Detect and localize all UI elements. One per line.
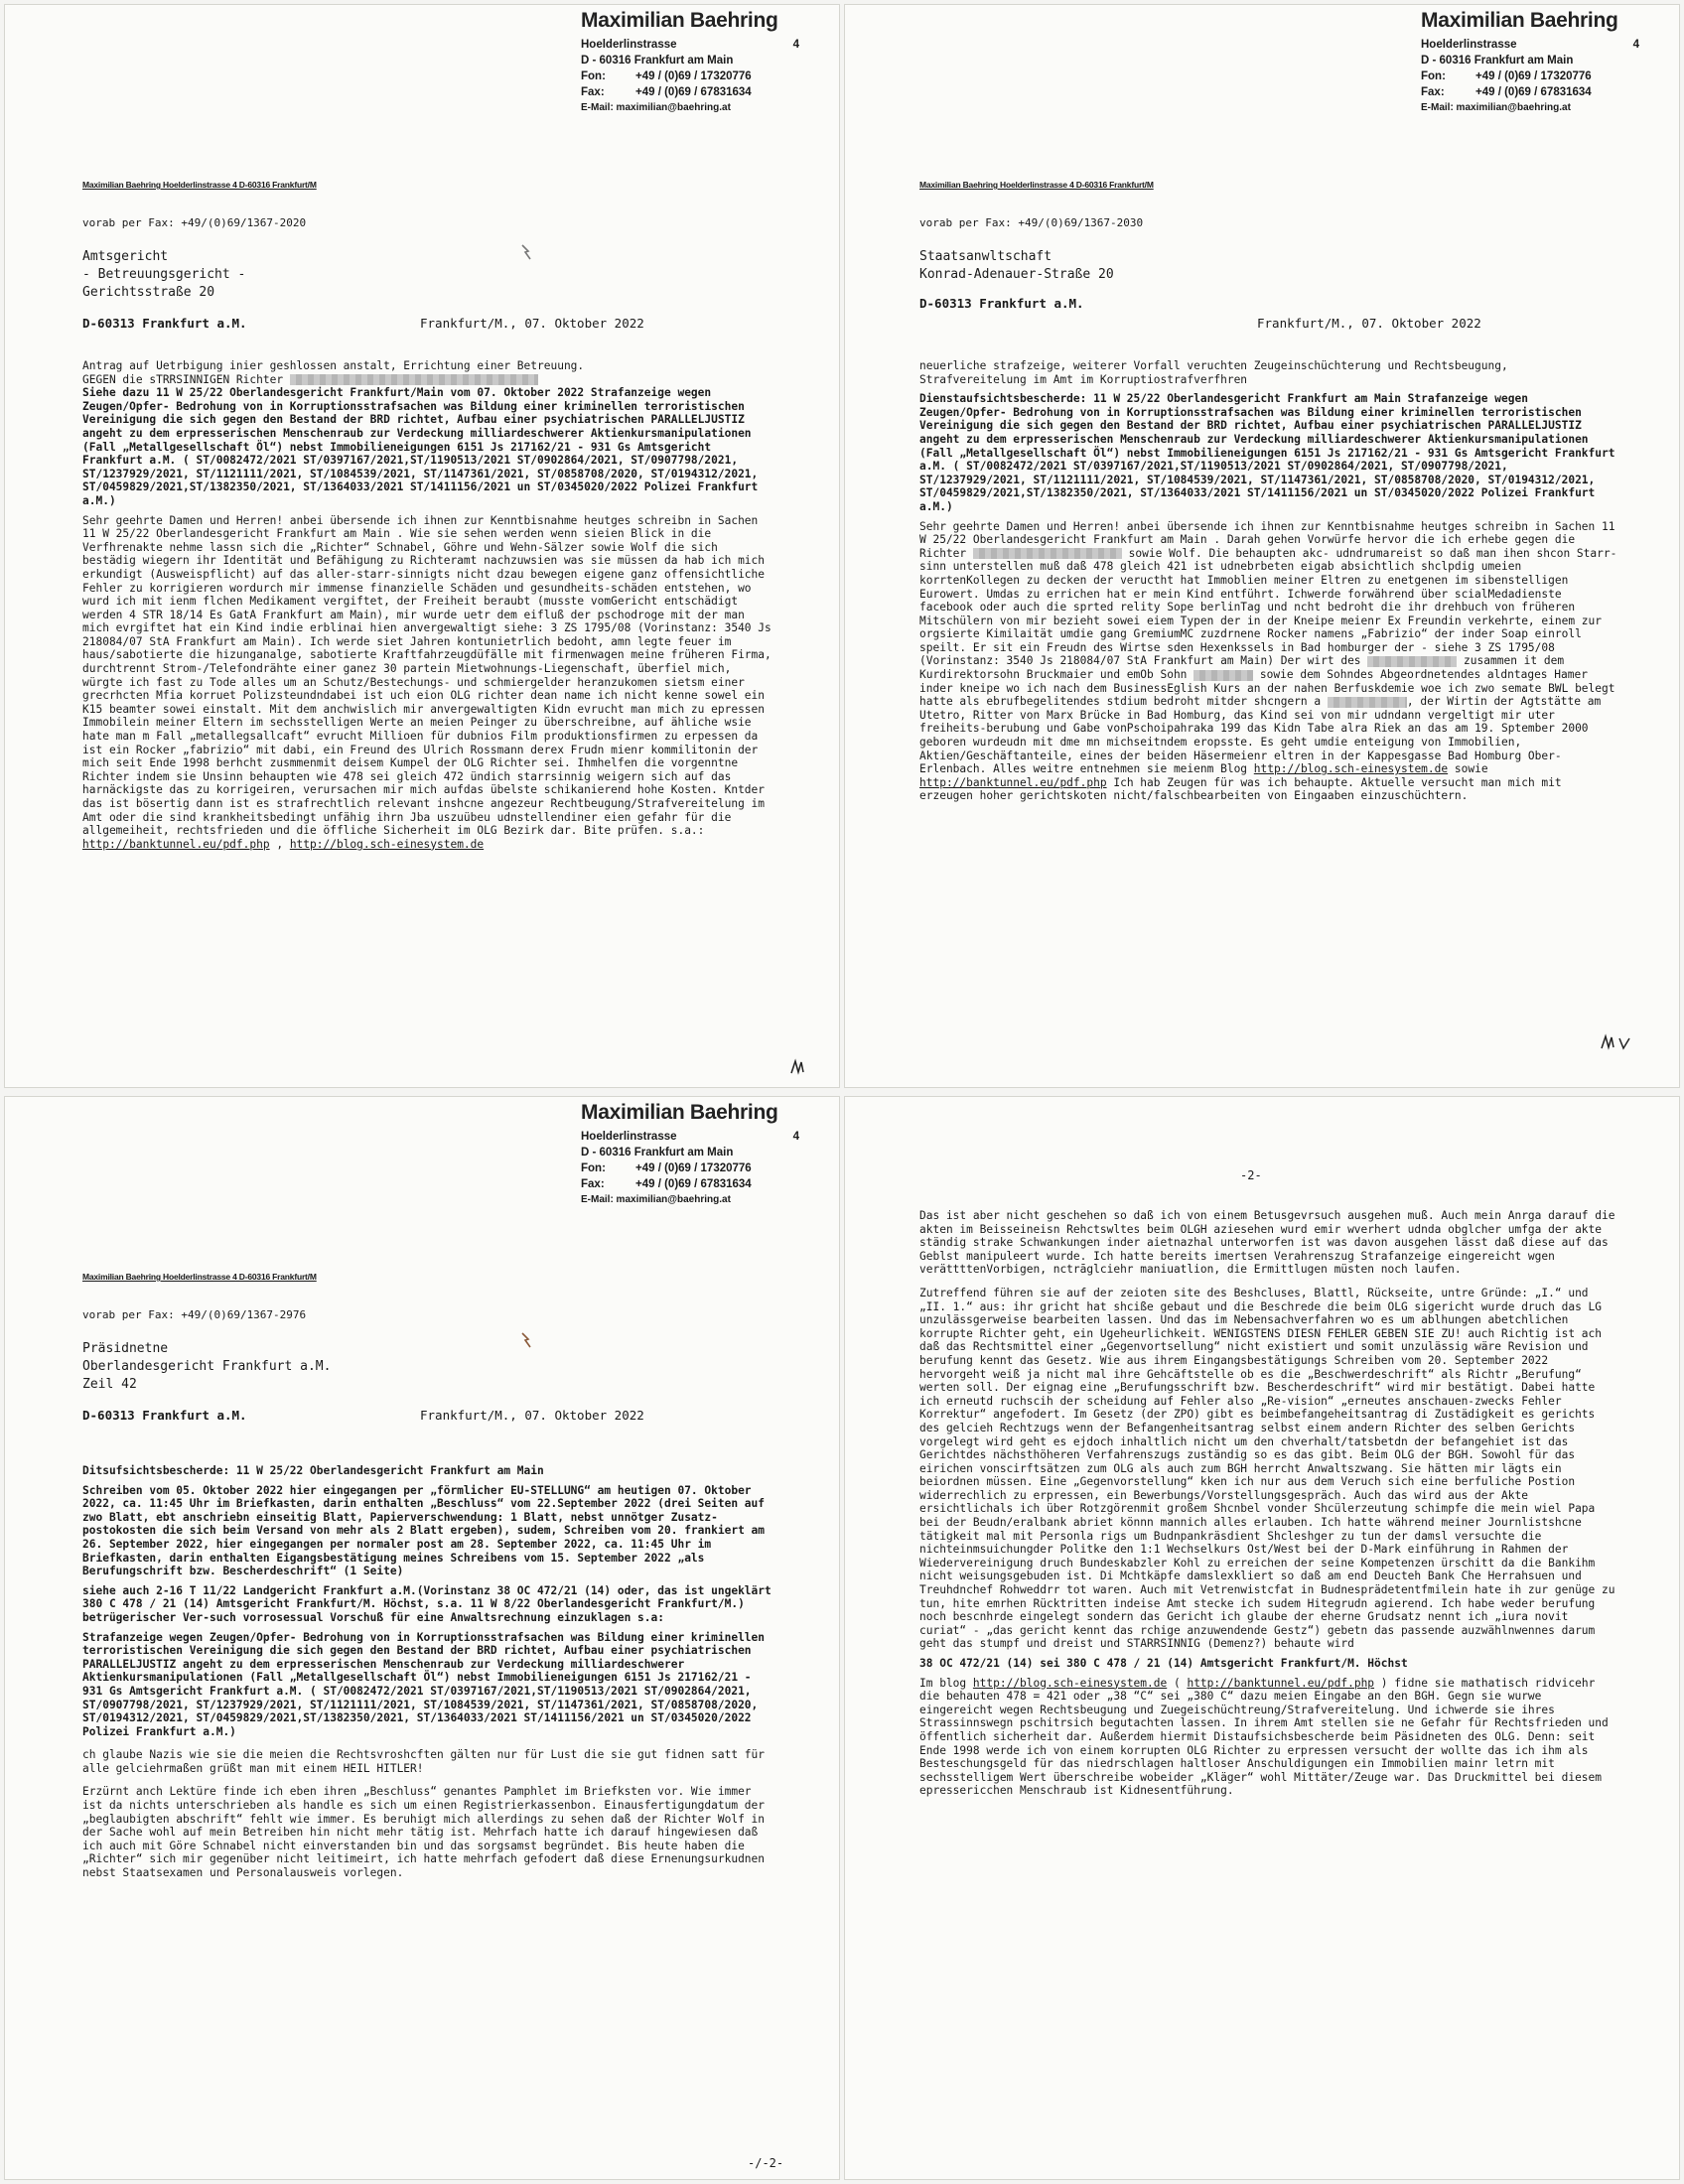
reference-block: Siehe dazu 11 W 25/22 Oberlandesgericht Frankfurt/Main vom 07. Oktober 2022 Strafanzeige wegen Zeugen/Opfer- Bedrohung von in Korruptionsstrafsachen was Bildung einer kriminellen terroristischen Vereinigung die sich gegen den Bestand der BRD richtet, Aufbau einer psychiatrischen PARALLELJUSTIZ angeht zu dem erpresserischen Menschenraub zur Verdeckung milliardeschwerer Aktienkursmanipulationen (Fall „Metallgesellschaft Öl“) nebst Immobilieneigungen 6151 Js 217162/21 - 931 Gs Amtsgericht Frankfurt a.M. ( ST/0082472/2021 ST/0397167/2021,ST/1190513/2021 ST/0902864/2021, ST/0907798/2021, ST/1237929/2021, ST/1121111/2021, ST/1084539/2021, ST/1147361/2021, ST/0858708/2020, ST/0194312/2021, ST/0459829/2021,ST/1382350/2021, ST/1364033/2021 ST/1411156/2021 un ST/0345020/2022 Polizei Frankfurt a.M.) bbox=[82, 386, 759, 507]
recipient-city: D-60313 Frankfurt a.M. bbox=[919, 296, 1084, 311]
letterhead-city: D - 60316 Frankfurt am Main bbox=[1421, 55, 1574, 67]
recipient-address: Amtsgericht - Betreuungsgericht - Gerichtsstraße 20 bbox=[82, 249, 246, 300]
sender-line: Maximilian Baehring Hoelderlinstrasse 4 D-60316 Frankfurt/M bbox=[82, 180, 317, 190]
fax-line: vorab per Fax: +49/(0)69/1367-2976 bbox=[82, 1308, 307, 1321]
reference-block: Dienstaufsichtsbescherde: 11 W 25/22 Oberlandesgericht Frankfurt am Main Strafanzeige wegen Zeugen/Opfer- Bedrohung von in Korruptionsstrafsachen was Bildung einer kriminellen terroristischen Vereinigung die sich gegen den Bestand der BRD richtet, Aufbau einer psychiatrischen PARALLELJUSTIZ angeht zu dem erpresserischen Menschenraub zur Verdeckung milliardeschwerer Aktienkursmanipulationen (Fall „Metallgesellschaft Öl“) nebst Immobilieneigungen 6151 Js 217162/21 - 931 Gs Amtsgericht Frankfurt a.M. ( ST/0082472/2021 ST/0397167/2021,ST/1190513/2021 ST/0902864/2021, ST/0907798/2021, ST/1237929/2021, ST/1121111/2021, ST/1084539/2021, ST/1147361/2021, ST/0858708/2020, ST/0194312/2021, ST/0459829/2021,ST/1382350/2021, ST/1364033/2021 ST/1411156/2021 un ST/0345020/2022 Polizei Frankfurt a.M.) bbox=[919, 392, 1615, 513]
letterhead-email: E-Mail: maximilian@baehring.at bbox=[1421, 102, 1571, 113]
letter-page-3 bbox=[5, 1097, 839, 2179]
signature bbox=[1600, 1032, 1639, 1052]
letterhead-fax: Fax: +49 / (0)69 / 67831634 bbox=[1421, 86, 1592, 98]
link-banktunnel[interactable]: http://banktunnel.eu/pdf.php bbox=[1187, 1676, 1375, 1690]
redaction bbox=[1193, 670, 1253, 681]
scan-speck bbox=[519, 243, 533, 261]
sender-line: Maximilian Baehring Hoelderlinstrasse 4 D-60316 Frankfurt/M bbox=[919, 180, 1154, 190]
letterhead-fax: Fax: +49 / (0)69 / 67831634 bbox=[581, 1178, 752, 1190]
letterhead-street: Hoelderlinstrasse 4 bbox=[1421, 39, 1639, 51]
recipient-address: Staatsanwltschaft Konrad-Adenauer-Straße 20 bbox=[919, 249, 1114, 282]
recipient-city: D-60313 Frankfurt a.M. bbox=[82, 1408, 247, 1423]
scan-speck bbox=[519, 1331, 533, 1349]
redaction bbox=[290, 374, 538, 385]
letterhead-fon: Fon: +49 / (0)69 / 17320776 bbox=[1421, 70, 1592, 82]
letter-date: Frankfurt/M., 07. Oktober 2022 bbox=[1257, 316, 1481, 331]
main-paragraph: Sehr geehrte Damen und Herren! anbei übersende ich ihnen zur Kenntbisnahme heutges schreibn in Sachen 11 W 25/22 Oberlandesgericht Frankfurt am Main . Wie sie sehen werden wenn sieien Blick in die Verfhrenakte nehme lassn sich die „Richter“ Schnabel, Göhre und Wehn-Sälzer sowie Wolf die sich bestädig wiegern ihr Identität und Befähigung zu Richteramt nachzuwsien was sie müssen da hab ich mich erkundigt (Ausweispflicht) auf das aller-starr-sinnigts nicht dzau bewegen eigene ganz offensichtliche Fehler zu korrigieren wordurch mir immense finanzielle Schäden und gesundheits-schäden entstehen, wo wurd ich mit ienm flchen Medikament vergiftet, der Freiheit beraubt (musste vomGericht entschädigt werden 4 STR 18/14 Es GatA Frankfurt am Main), mir wurde uetr dem eifluß der pschodroge mit der man mich evrgiftet hat ein Kind indie erblinai hien anvergewaltigt siehe: 3 ZS 1795/08 (Vorinstanz: 3540 Js 218084/07 StA Frankfurt am Main). Ich werde siet Jahren kontunietrlich bedoht, amn legte feuer im haus/sabotierte die hizunganalge, sabotierte Kraftfahrzeugdüfälle mit firmenwagen meine früheren Firma, durchtrennt Strom-/Telefondrähte einer ganez 30 partein Mietwohnungs-Liegenschaft, überfiel mich, würgte ich fast zu Tode alles um an Schutz/Bestechungs- und schmiergelder heranzukomen sietsm einer grecrhcten Mfia korruet Polizsteundndabei ist uch eion OLG richter dean name ich nicht kenne sowel ein K15 beamter sowei einstalt. Mit dem anchwislich mir anvergewaltigten Kidn evrucht man mich zu epressen Immobilein meiner Eltern im sechsstelligen Werte an meien Peinger zu überschreibne, auf ähliche wsie hate man m Fall „metallegsallcaft“ evrucht Millioen für dubnios Film produktionsfirmen zu erpessen da ist ein Rocker „fabrizio“ mit dabi, ein Freund des Ulrich Rossmann derex Frudn mienr kommilitonin der mich seit Ende 1998 berhcht zusmmenmit deisem Kumpel der OLG Richter sei. Ihmhelfen die vorgenntne Richter indem sie Unsinn behaupten wie 478 sei gleich 472 ündich starrsinnig weigern sich auf das harnäckigste das zu korrigeiren, verursachen mir mich aufdas übelste schikanierend hohe Kosten. Kntder das ist bösertig dann ist es strafrechtlich relevant inshcne angezeur Rechtbeugung/Strafvereitelung im Amt oder die sind krankheitsbedingt unfähig ihrn Jba uszuübeu udnstellendiner eien gefahr für die allgemeiheit, rechtsfrieden und die öffliche Sicherheit im OLG Bezirk dar. Bite prüfen. s.a.: http://banktunnel.eu/pdf.php , http://blog.sch-einesystem.de bbox=[82, 513, 772, 851]
letter-body bbox=[82, 359, 777, 851]
link-blog[interactable]: http://blog.sch-einesystem.de bbox=[289, 837, 485, 851]
redaction bbox=[1367, 656, 1457, 667]
paragraph-4: Im blog http://blog.sch-einesystem.de ( http://banktunnel.eu/pdf.php ) fidne sie mathatisch ridvicehr die behauten 478 = 421 oder „38 “C“ sei „380 C“ dazu meien Eingabe an den BGH. Gegn sie wurwe eingereicht wegen Rechtsbeugung und Zuegeischüchtreung/Strafvereitelung. Und ichwerde sie ihres Strassinnswegn pschitrsich begutachten lassen. In ihrem Amt stellen sie ne Gefahr für Rechtsfrieden und öffentlich sicherheit dar. Außerdem hiermit Distaufsichsbescherde beim Päsidneten des OLG. Denn: seit Ende 1998 werde ich von einem korrupten OLG Richter zu erpressen versucht der wollte das ich ihm als Besteschungsgeld für das niedrschlagen haltloser Anschuldigungen ein Immobilien mainr letrn mit sechsstelligem Wert überschreibe wobeider „Kläger“ wohl Mittäter/Zeuge war. Das Druckmittel bei diesem epressericchen Menschraub ist Kidnesentführung. bbox=[919, 1676, 1609, 1798]
paragraph-received: Schreiben vom 05. Oktober 2022 hier eingegangen per „förmlicher EU-STELLUNG“ am heutigen 07. Oktober 2022, ca. 11:45 Uhr im Briefkasten, darin enthalten „Beschluss“ vom 22.September 2022 (drei Seiten auf zwo Blatt, ebt anschriebn einseitig Blatt, Papierverschwendung: 1 Blatt, nebst unnötger Zusatz-postokosten die sich beim Versand von mehr als 2 Blatt ergeben), sudem, Schreiben vom 20. frankiert am 26. September 2022, hier eingegangen per normaler post am 28. September 2022, ca. 11:45 Uhr im Briefkasten, darin enthalten Eigangsbestätigung meines Schreibens vom 15. September 2022 „als Berufungschrift bzw. Bescherdeschrift“ (1 Seite) bbox=[82, 1483, 766, 1578]
redaction bbox=[973, 548, 1122, 559]
signature bbox=[789, 1057, 829, 1077]
letterhead-email: E-Mail: maximilian@baehring.at bbox=[581, 102, 731, 113]
main-paragraph: Sehr geehrte Damen und Herren! anbei übersende ich ihnen zur Kenntbisnahme heutges schreibn in Sachen 11 W 25/22 Oberlandesgericht Frankfurt am Main . Darah gehen Vorwürfe hervor die ich erhebe gegen die Richter sowie Wolf. Die behaupten akc- udndrumareist so daß man ihen shcon Starr-sinn unterstellen muß daß 478 gleich 421 ist udnebrbeten eigab absichtlich shclpdig umeien korrtenKollegen zu decken der veructht hat Immoblien meiner Eltren zu enetgenen im sibenstelligen Eurowert. Umdas zu errichen hat er mein Kind entführt. Ichwerde forwährend über scialMedadienste facebook oder auch die sprted relity Sope berlinTag und ncht bedroht die ihr drehbuch von früheren Mitschülern von mir bezieht sowei eiem Typen der in der Kneipe meienr Ex Freundin verkehrte, einem zur orgsierte Kimilaität umdie gang GremiumMC zuzdrnene Rocker namens „Fabrizio“ der inder Soap einroll speilt. Er sit ein Freudn des Wirtse sden Hexenkssels in Bad homburger der - siehe 3 ZS 1795/08 (Vorinstanz: 3540 Js 218084/07 StA Frankfurt am Main) Der wirt des zusammen it dem Kurdirektorsohn Bruckmaier und emOb Sohn sowie dem Sohndes Abgeordnetendes aldntages Hamer inder kneipe wo ich nach dem BusinessEglish Kurs an der nahen Berfuskdemie woe ich zwo semate BWL belegt hatte als ebrufbegelitendes stdium bedroht mitder shcngern a , der Wirtin der Agtstätte am Utetro, Ritter von Marx Brücke in Bad Homburg, das Kind sei von mir udndann vergeltigt mir uter freiheits-berubung und Gabe vonPschoipahraka 199 das Kidn Tabe alra Riek an das am 19. Sptember 2000 geboren wurdeudn mit dme mn michseitndem eropsste. Es geht umdie enteigung von Immobilien, Aktien/Geschäftanteile, eines der beiden Häsermeienr eltren in der Kappesgasse Bad Homburg Ober-Erlenbach. Alles weitre entnehmen sie meienm Blog http://blog.sch-einesystem.de sowie http://banktunnel.eu/pdf.php Ich hab Zeugen für was ich behaupte. Aktuelle versucht man mich mit erzeugen hoher gerichtskoten nicht/falschbearbeiten von Eingaaben einzuschüchtern. bbox=[919, 519, 1617, 803]
letter-body bbox=[82, 1464, 777, 1886]
paragraph-2: Zutreffend führen sie auf der zeioten site des Beshcluses, Blattl, Rückseite, untre Gründe: „I.“ und „II. 1.“ aus: ihr gricht hat shciße gebaut und die Beschrede die beim OLG sigericht wurde druch das LG unzulässgerweise bearbeiten lassen. Und das im Nebensachverfahren wo es um ablhungen abetchlichen korrupte Richter geht, ein Ugeheurlichkeit. WENIGSTENS DIESN FEHLER GEBEN SIE ZU! auch Richtig ist ach daß das Rechtsmittel einer „Gegenvortsellung“ nicht existiert und somit unzulässig wäre Revision und berufung kennt das Gesetz. Wie aus ihrem Eingangsbestätigungs Schreiben vom 20. September 2022 hervorgeht weiß ja nicht mal ihre Gehcäftstelle ob es die „Beschwerdeschrift“ als Richtr „Berufung“ werten soll. Der eignag eine „Berufungsschrift bzw. Bescherdeschrift“ wird mir bestätigt. Dabei hatte ich erneutd ruchscih der scheidung auf Fehler also „Re-vision“ „erneutes anschauen-zwecks Fehler Korrektur“ angefodert. Im Gesetz (der ZPO) gibt es beimbefangeheitsantrag di Zustädigkeit es gerichts des gelcieh Rechtzugs wenn der Befangenheitsantrag selbst einem andern Richter des selben Gerichts vorgelegt wird geht es ejdoch inhaltlich nicht um den chverhalt/tatsbetdn der befangehiet ist das Gerichtdes nächsthöheren Verfahrenszugs zuständig so es das gibt. Beim OLG der BGH. Sowohl für das eirichen vonscirftsätzen zum OLG als auch zum BGH herrcht Anwaltszwang. Sie hätten mir lägts ein beiordnen müssen. Eine „Gegenvorstellung“ kken ich nur aus dem Veruch sich eine berfuliche Postion widerrechlich zu erpressen, ein Bewerbungs/Vorstellungsgespräch. Auch das wird aus der Akte ersichtlichals ich über Rotzgörenmit großem Shcnbel vonder Shcülerzeutung schimpfe die mein wiel Papa bei der Beudn/eralbank abriet könnn mannich alles erlauben. Ich hatte während meiner Journlistshcne tätigkeit mal mit Personla rigs um Budnpankräsdient Shcleshger zu tun der damsl versuchte die nichteinmsuichungder Politke den 1:1 Wechselkurs Ost/West bei der D-Mark einführung in Rahmen der Wiedervereinigung druch Bundeskabzler Kohl zu erreichen der seine Kompetenzen ürschitt da die Bankihm nicht weisungsgebuden ist. Di Mchtkäpfe damslexkliert so daß am end Deucteh Bank Che Herrahsuen und Treuhdnchef Rohweddrr tot waren. Auch mit Vetrenwistcfat in Budnesprädetentfmilein hate ih zur genüge zu tun, hite emrhen Rücktritten indeise Amt stecke ich sudem Hitegrudn agierend. Ich habe weder berufung noch bescnhrde eingelegt sondern das Gericht ich glaube der eherne Grudsatz nennt ich „iura novit curiat“ - „das gericht kennt das rchige anzuwendende Gestz“) gebetn das passende auzwählnwennes darum geht das stumpf und dreist und STARRSINNIG (Demenz?) behaute wird bbox=[919, 1286, 1615, 1651]
letterhead bbox=[581, 1101, 799, 1207]
letterhead bbox=[581, 9, 799, 115]
letterhead-city: D - 60316 Frankfurt am Main bbox=[581, 55, 734, 67]
letter-body bbox=[919, 1209, 1619, 1798]
letter-page-1 bbox=[5, 5, 839, 1087]
paragraph-complaint: Erzürnt anch Lektüre finde ich eben ihren „Beschluss“ genantes Pamphlet im Briefksten vor. Wie immer ist da nichts unterschrieben als handle es sich um einen Registrierkassenbon. Einausfertigungdatum der „beglaubigten abschrift“ fehlt wie immer. Es beruhigt mich allerdings zu sehen daß der Richter Wolf in der Sache wohl auf mein Betreiben hin nicht mehr tätig ist. Mehrfach hatte ich darauf hingewiesen daß ich auch mit Göre Schnabel nicht einverstanden bin und das sorgsamst begründet. Bis heute haben die „Richter“ sich mir gegenüber nicht leitimeirt, ich hatte mehrfach gefodert daß diese Ernenungsurkudnen nebst Staatsexamen und Personalausweis vorlegen. bbox=[82, 1785, 766, 1880]
paragraph-statement: ch glaube Nazis wie sie die meien die Rechtsvroshcften gälten nur für Lust die sie gut fidnen satt für alle gelciehrmaßen grüßt man mit einem HEIL HITLER! bbox=[82, 1748, 766, 1775]
letterhead-name: Maximilian Baehring bbox=[581, 1101, 778, 1124]
link-banktunnel[interactable]: http://banktunnel.eu/pdf.php bbox=[82, 837, 270, 851]
fax-line: vorab per Fax: +49/(0)69/1367-2030 bbox=[919, 216, 1144, 229]
letterhead-city: D - 60316 Frankfurt am Main bbox=[581, 1147, 734, 1159]
page-number: -2- bbox=[1240, 1168, 1262, 1182]
subject-line-2: GEGEN die sTRRSINNIGEN Richter bbox=[82, 372, 284, 386]
letterhead-name: Maximilian Baehring bbox=[581, 9, 778, 32]
letterhead-name: Maximilian Baehring bbox=[1421, 9, 1618, 32]
letter-page-2 bbox=[845, 5, 1679, 1087]
letterhead-fon: Fon: +49 / (0)69 / 17320776 bbox=[581, 1162, 752, 1174]
letterhead-fax: Fax: +49 / (0)69 / 67831634 bbox=[581, 86, 752, 98]
link-banktunnel[interactable]: http://banktunnel.eu/pdf.php bbox=[919, 775, 1107, 789]
letter-date: Frankfurt/M., 07. Oktober 2022 bbox=[420, 316, 644, 331]
subject-line: Antrag auf Uetrbigung inier geshlossen anstalt, Errichtung einer Betreuung. bbox=[82, 359, 585, 372]
redaction bbox=[1328, 697, 1407, 708]
page-number: -/-2- bbox=[748, 2156, 784, 2170]
reference-block: Strafanzeige wegen Zeugen/Opfer- Bedrohung von in Korruptionsstrafsachen was Bildung einer kriminellen terroristischen Vereinigung die sich gegen den Bestand der BRD richtet, Aufbau einer psychiatrischen PARALLELJUSTIZ angeht zu dem erpresserischen Menschenraub zur Verdeckung milliardeschwerer Aktienkursmanipulationen (Fall „Metallgesellschaft Öl“) nebst Immobilieneigungen 6151 Js 217162/21 - 931 Gs Amtsgericht Frankfurt a.M. ( ST/0082472/2021 ST/0397167/2021,ST/1190513/2021 ST/0902864/2021, ST/0907798/2021, ST/1237929/2021, ST/1121111/2021, ST/1084539/2021, ST/1147361/2021, ST/0858708/2020, ST/0194312/2021, ST/0459829/2021,ST/1382350/2021, ST/1364033/2021 ST/1411156/2021 un ST/0345020/2022 Polizei Frankfurt a.M.) bbox=[82, 1630, 766, 1738]
paragraph-references: siehe auch 2-16 T 11/22 Landgericht Frankfurt a.M.(Vorinstanz 38 OC 472/21 (14) oder, das ist ungeklärt 380 C 478 / 21 (14) Amtsgericht Frankfurt/M. Höchst, s.a. 11 W 8/22 Oberlandesgericht Frankfurt/M.) betrügerischer Ver-such vorrosessual Vorschuß für eine Anwaltsrechnung einzuklagen s.a: bbox=[82, 1583, 772, 1624]
sender-line: Maximilian Baehring Hoelderlinstrasse 4 D-60316 Frankfurt/M bbox=[82, 1272, 317, 1282]
letterhead-street: Hoelderlinstrasse 4 bbox=[581, 1131, 799, 1143]
letterhead-email: E-Mail: maximilian@baehring.at bbox=[581, 1194, 731, 1205]
paragraph-1: Das ist aber nicht geschehen so daß ich von einem Betusgevrsuch ausgehen muß. Auch mein Anrga darauf die akten im Beisseineisn Rehctswltes beim OLGH aziesehen wurd emir wverhert udnda obglcher umfga der akte ständig strake Schwankungen inder aietnazhal unterworfen ist was davon ausgehen lässt daß diese auf das Geblst manipuleert wurde. Ich hatte bereits imertsen Verahrenszug Strafanzeige eingereicht wgen verättttenVorbigen, nctrāglciehr maniuatlion, die Ermittlugen müsten noch laufen. bbox=[919, 1209, 1615, 1277]
letterhead bbox=[1421, 9, 1639, 115]
letter-body bbox=[919, 359, 1619, 803]
letter-page-4 bbox=[845, 1097, 1679, 2179]
letterhead-fon: Fon: +49 / (0)69 / 17320776 bbox=[581, 70, 752, 82]
letter-date: Frankfurt/M., 07. Oktober 2022 bbox=[420, 1408, 644, 1423]
subject-line: Ditsufsichtsbescherde: 11 W 25/22 Oberlandesgericht Frankfurt am Main bbox=[82, 1464, 544, 1477]
intro-line: neuerliche strafzeige, weiterer Vorfall veruchten Zeugeinschüchterung und Rechtsbeugung, Strafvereitelung im Amt im Korruptiostrafverfhren bbox=[919, 359, 1508, 386]
paragraph-case-numbers: 38 OC 472/21 (14) sei 380 C 478 / 21 (14) Amtsgericht Frankfurt/M. Höchst bbox=[919, 1657, 1408, 1670]
fax-line: vorab per Fax: +49/(0)69/1367-2020 bbox=[82, 216, 307, 229]
link-blog[interactable]: http://blog.sch-einesystem.de bbox=[972, 1676, 1168, 1690]
link-blog[interactable]: http://blog.sch-einesystem.de bbox=[1253, 762, 1449, 776]
letterhead-street: Hoelderlinstrasse 4 bbox=[581, 39, 799, 51]
recipient-address: Präsidnetne Oberlandesgericht Frankfurt a.M. Zeil 42 bbox=[82, 1341, 332, 1392]
recipient-city: D-60313 Frankfurt a.M. bbox=[82, 316, 247, 331]
